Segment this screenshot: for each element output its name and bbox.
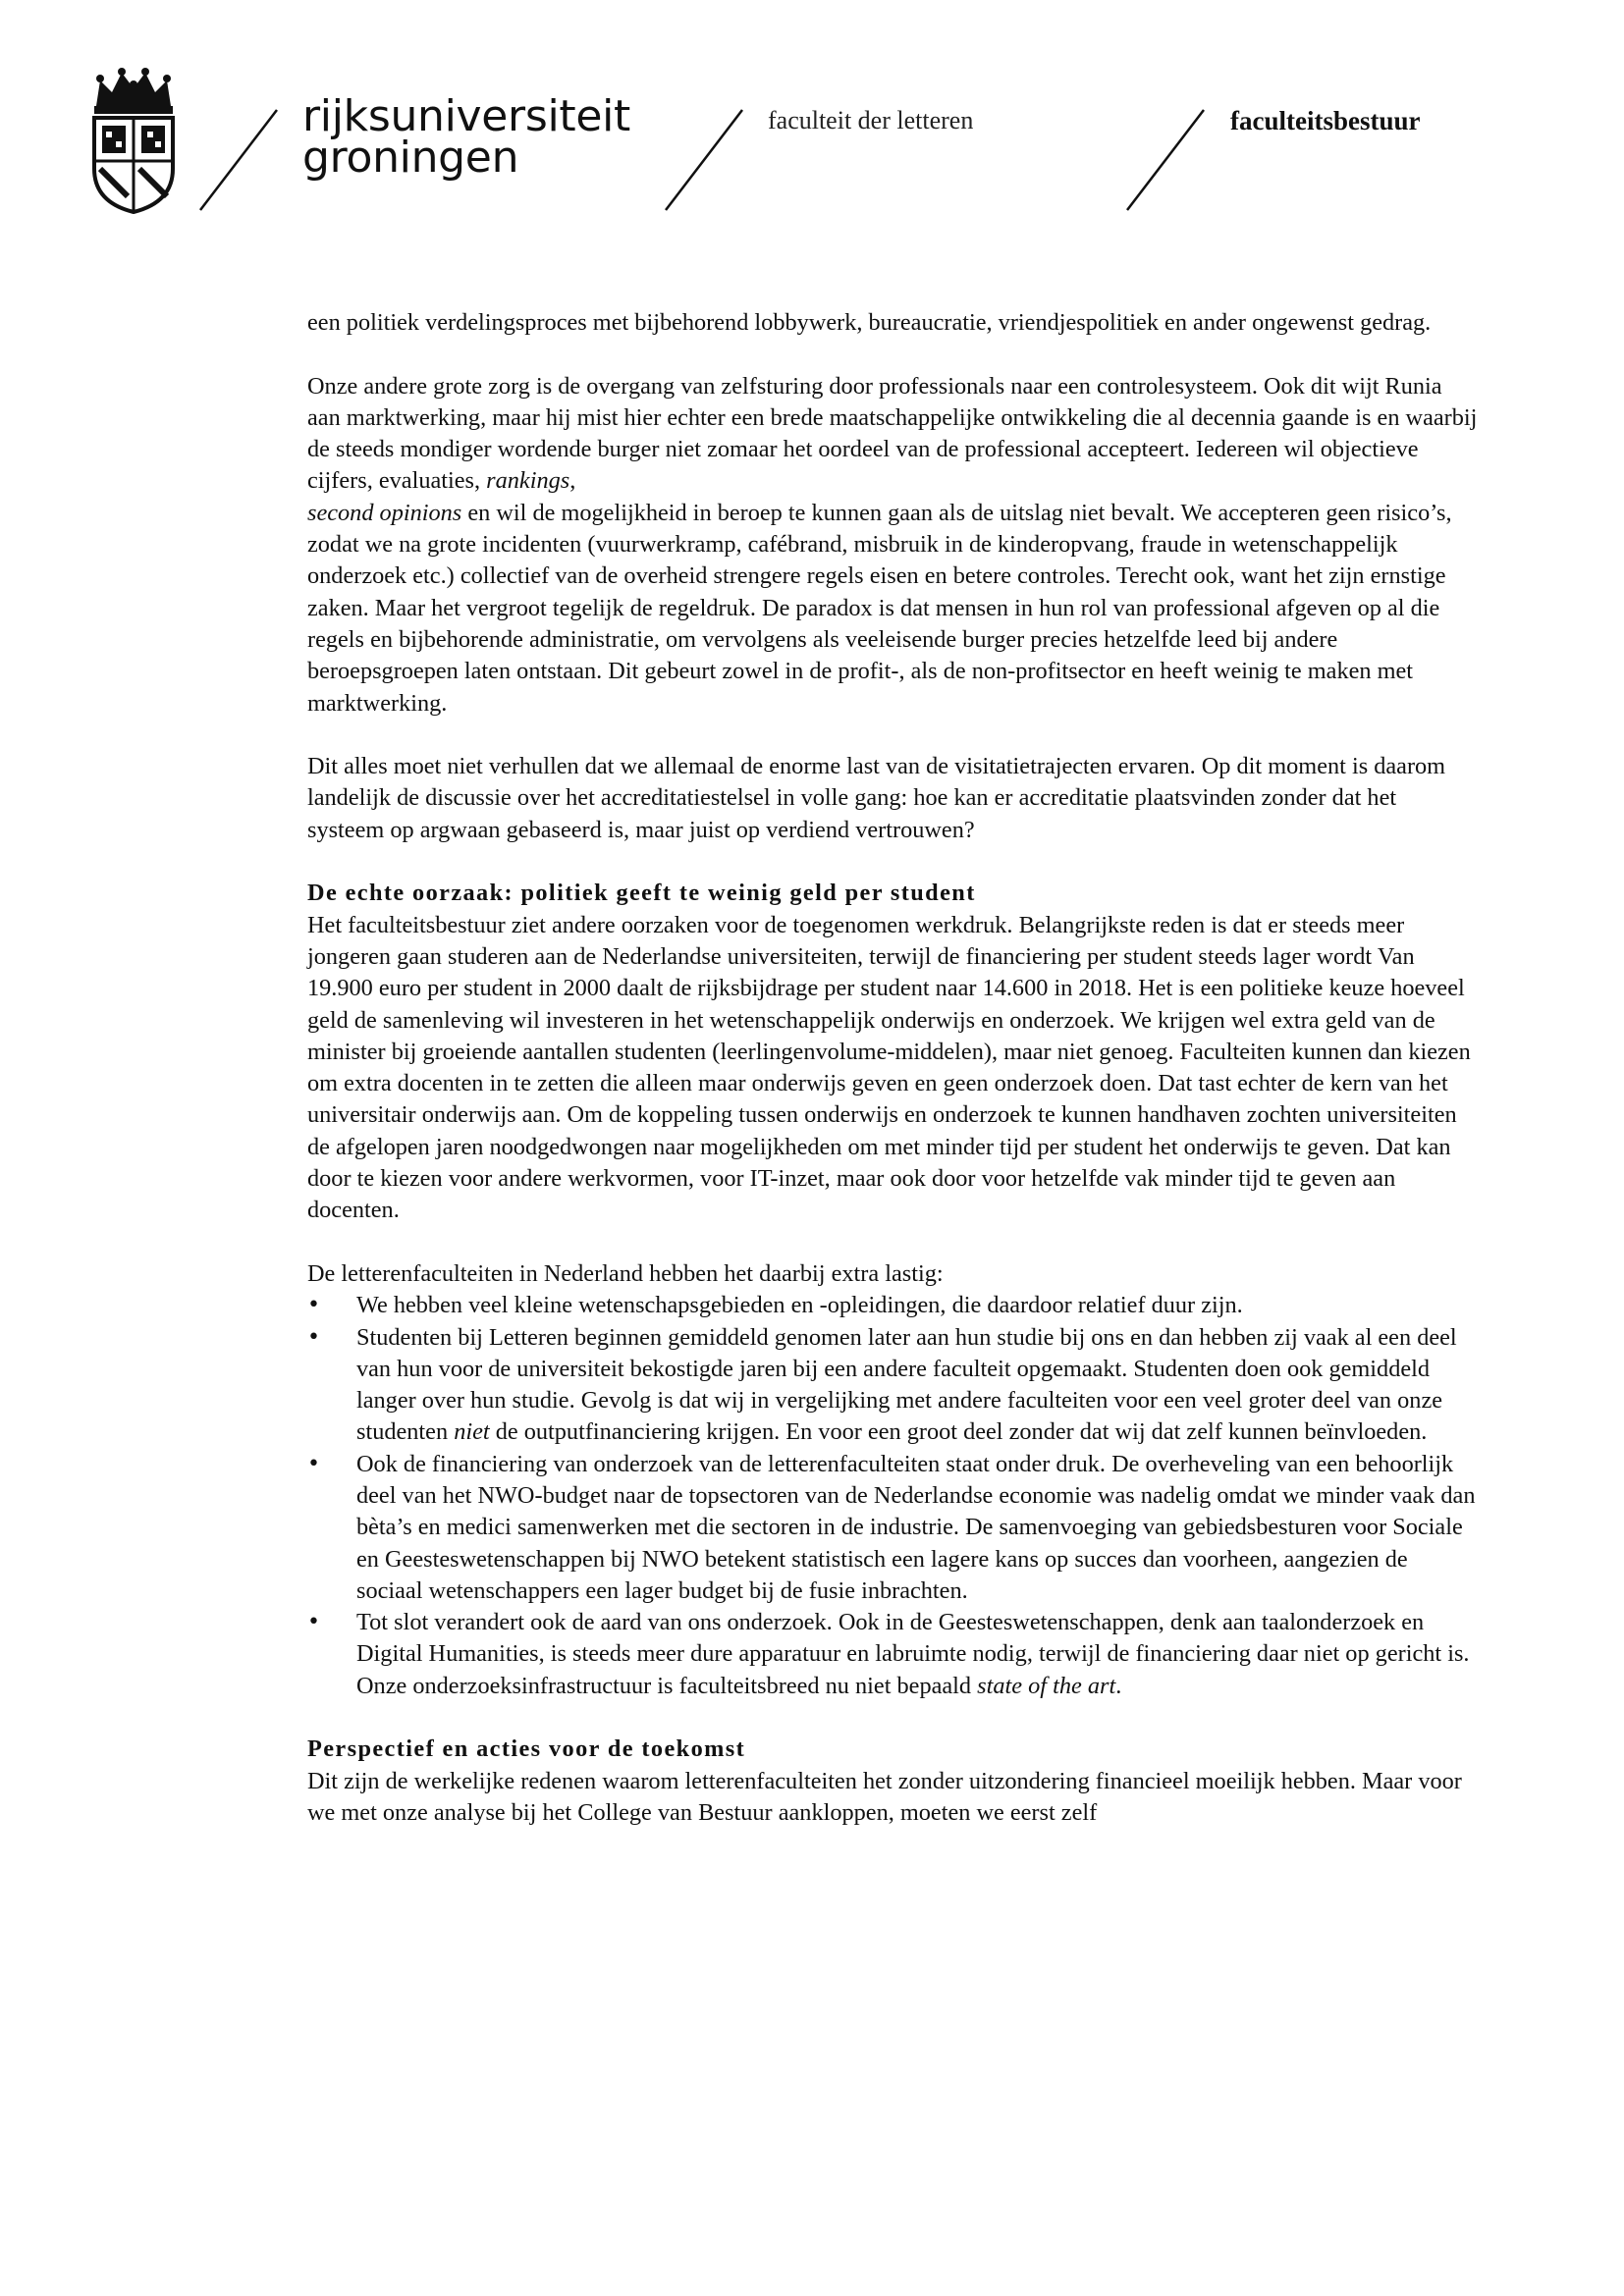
office-name: faculteitsbestuur bbox=[1230, 106, 1421, 135]
emphasis: state of the art bbox=[977, 1672, 1116, 1699]
divider-slash bbox=[1121, 106, 1210, 214]
emphasis: rankings bbox=[486, 467, 570, 495]
letterhead bbox=[0, 0, 1624, 255]
divider-slash bbox=[660, 106, 748, 214]
list-item: • Ook de financiering van onderzoek van de letterenfaculteiten staat onder druk. De overheveling van een behoorlijk deel van het NWO-budget naar de topsectoren van de Nederlandse economie was nadelig omdat we minder vaak dan bèta’s en medici samenwerken met die sectoren in de industrie. De samenvoeging van gebiedsbesturen voor Sociale en Geesteswetenschappen bij NWO betekent statistisch een lagere kans op succes dan voorheen, aangezien de sociaal wetenschappers een lager budget bij de fusie inbrachten. bbox=[307, 1449, 1478, 1607]
section-heading: De echte oorzaak: politiek geeft te weinig geld per student bbox=[307, 880, 976, 907]
divider-slash bbox=[194, 106, 283, 214]
paragraph: Dit alles moet niet verhullen dat we allemaal de enorme last van de visitatietrajecten ervaren. Op dit moment is daarom landelijk de discussie over het accreditatiestelsel in volle gang: hoe kan er accreditatie plaatsvinden zonder dat het systeem op argwaan gebaseerd is, maar juist op verdiend vertrouwen? bbox=[307, 753, 1446, 843]
list-item: • Tot slot verandert ook de aard van ons onderzoek. Ook in de Geesteswetenschappen, denk aan taalonderzoek en Digital Humanities, is steeds meer dure apparatuur en labruimte nodig, terwijl de financiering daar niet op gericht is. Onze onderzoeksinfrastructuur is faculteitsbreed nu niet bepaald state of the art. bbox=[307, 1607, 1478, 1702]
list-item: • We hebben veel kleine wetenschapsgebieden en -opleidingen, die daardoor relatief duur zijn. bbox=[307, 1290, 1478, 1321]
university-wordmark bbox=[302, 91, 630, 183]
list-item: • Studenten bij Letteren beginnen gemiddeld genomen later aan hun studie bij ons en dan hebben zij vaak al een deel van hun voor de universiteit bekostigde jaren bij een andere faculteit opgemaakt. Studenten doen ook gemiddeld langer over hun studie. Gevolg is dat wij in vergelijking met andere faculteiten voor een veel groter deel van onze studenten niet de outputfinanciering krijgen. En voor een groot deel zonder dat wij dat zelf kunnen beïnvloeden. bbox=[307, 1322, 1478, 1449]
paragraph: Het faculteitsbestuur ziet andere oorzaken voor de toegenomen werkdruk. Belangrijkste reden is dat er steeds meer jongeren gaan studeren aan de Nederlandse universiteiten, terwijl de financiering per student steeds lager wordt Van 19.900 euro per student in 2000 daalt de rijksbijdrage per student naar 14.600 in 2018. Het is een politieke keuze hoeveel geld de samenleving wil investeren in het wetenschappelijk onderwijs en onderzoek. We krijgen wel extra geld van de minister bij groeiende aantallen studenten (leerlingenvolume-middelen), maar niet genoeg. Faculteiten kunnen dan kiezen om extra docenten in te zetten die alleen maar onderwijs geven en geen onderzoek doen. Dat tast echter de kern van het universitair onderwijs aan. Om de koppeling tussen onderwijs en onderzoek te kunnen handhaven zochten universiteiten de afgelopen jaren noodgedwongen naar mogelijkheden om met minder tijd per student het onderwijs te geven. Dat kan door te kiezen voor andere werkvormen, voor IT-inzet, maar ook door voor hetzelfde vak minder tijd te geven aan docenten. bbox=[307, 911, 1471, 1224]
university-crest-logo bbox=[86, 67, 181, 214]
emphasis: second opinions bbox=[307, 499, 462, 526]
paragraph: Onze andere grote zorg is de overgang van zelfsturing door professionals naar een controlesysteem. Ook dit wijt Runia aan marktwerking, maar hij mist hier echter een brede maatschappelijke ontwikkeling die al decennia gaande is en waarbij de steeds mondiger wordende burger niet zomaar het oordeel van de professional accepteert. Iedereen wil objectieve cijfers, evaluaties, rankings, second opinions en wil de mogelijkheid in beroep te kunnen gaan als de uitslag niet bevalt. We accepteren geen risico’s, zodat we na grote incidenten (vuurwerkramp, cafébrand, misbruik in de kinderopvang, fraude in wetenschappelijk onderzoek etc.) collectief van de overheid strengere regels eisen en betere controles. Terecht ook, want het zijn ernstige zaken. Maar het vergroot tegelijk de regeldruk. De paradox is dat mensen in hun rol van professional afgeven op al die regels en bijbehorende administratie, om vervolgens als veeleisende burger precies hetzelfde leed bij andere beroepsgroepen laten ontstaan. Dit gebeurt zowel in de profit-, als de non-profitsector en heeft weinig te maken met marktwerking. bbox=[307, 372, 1478, 717]
section-heading: Perspectief en acties voor de toekomst bbox=[307, 1735, 746, 1763]
faculty-name: faculteit der letteren bbox=[768, 106, 974, 134]
university-name-line2: groningen bbox=[302, 133, 519, 183]
paragraph: De letterenfaculteiten in Nederland hebben het daarbij extra lastig: bbox=[307, 1259, 944, 1287]
paragraph: Dit zijn de werkelijke redenen waarom letterenfaculteiten het zonder uitzondering financieel moeilijk hebben. Maar voor we met onze analyse bij het College van Bestuur aankloppen, moeten we eerst zelf bbox=[307, 1767, 1462, 1826]
document-body bbox=[307, 307, 1478, 1861]
university-name-line1: rijksuniversiteit bbox=[302, 91, 630, 141]
paragraph: een politiek verdelingsproces met bijbehorend lobbywerk, bureaucratie, vriendjespolitiek en ander ongewenst gedrag. bbox=[307, 309, 1432, 336]
bullet-list bbox=[307, 1290, 1478, 1702]
emphasis: niet bbox=[454, 1418, 490, 1446]
